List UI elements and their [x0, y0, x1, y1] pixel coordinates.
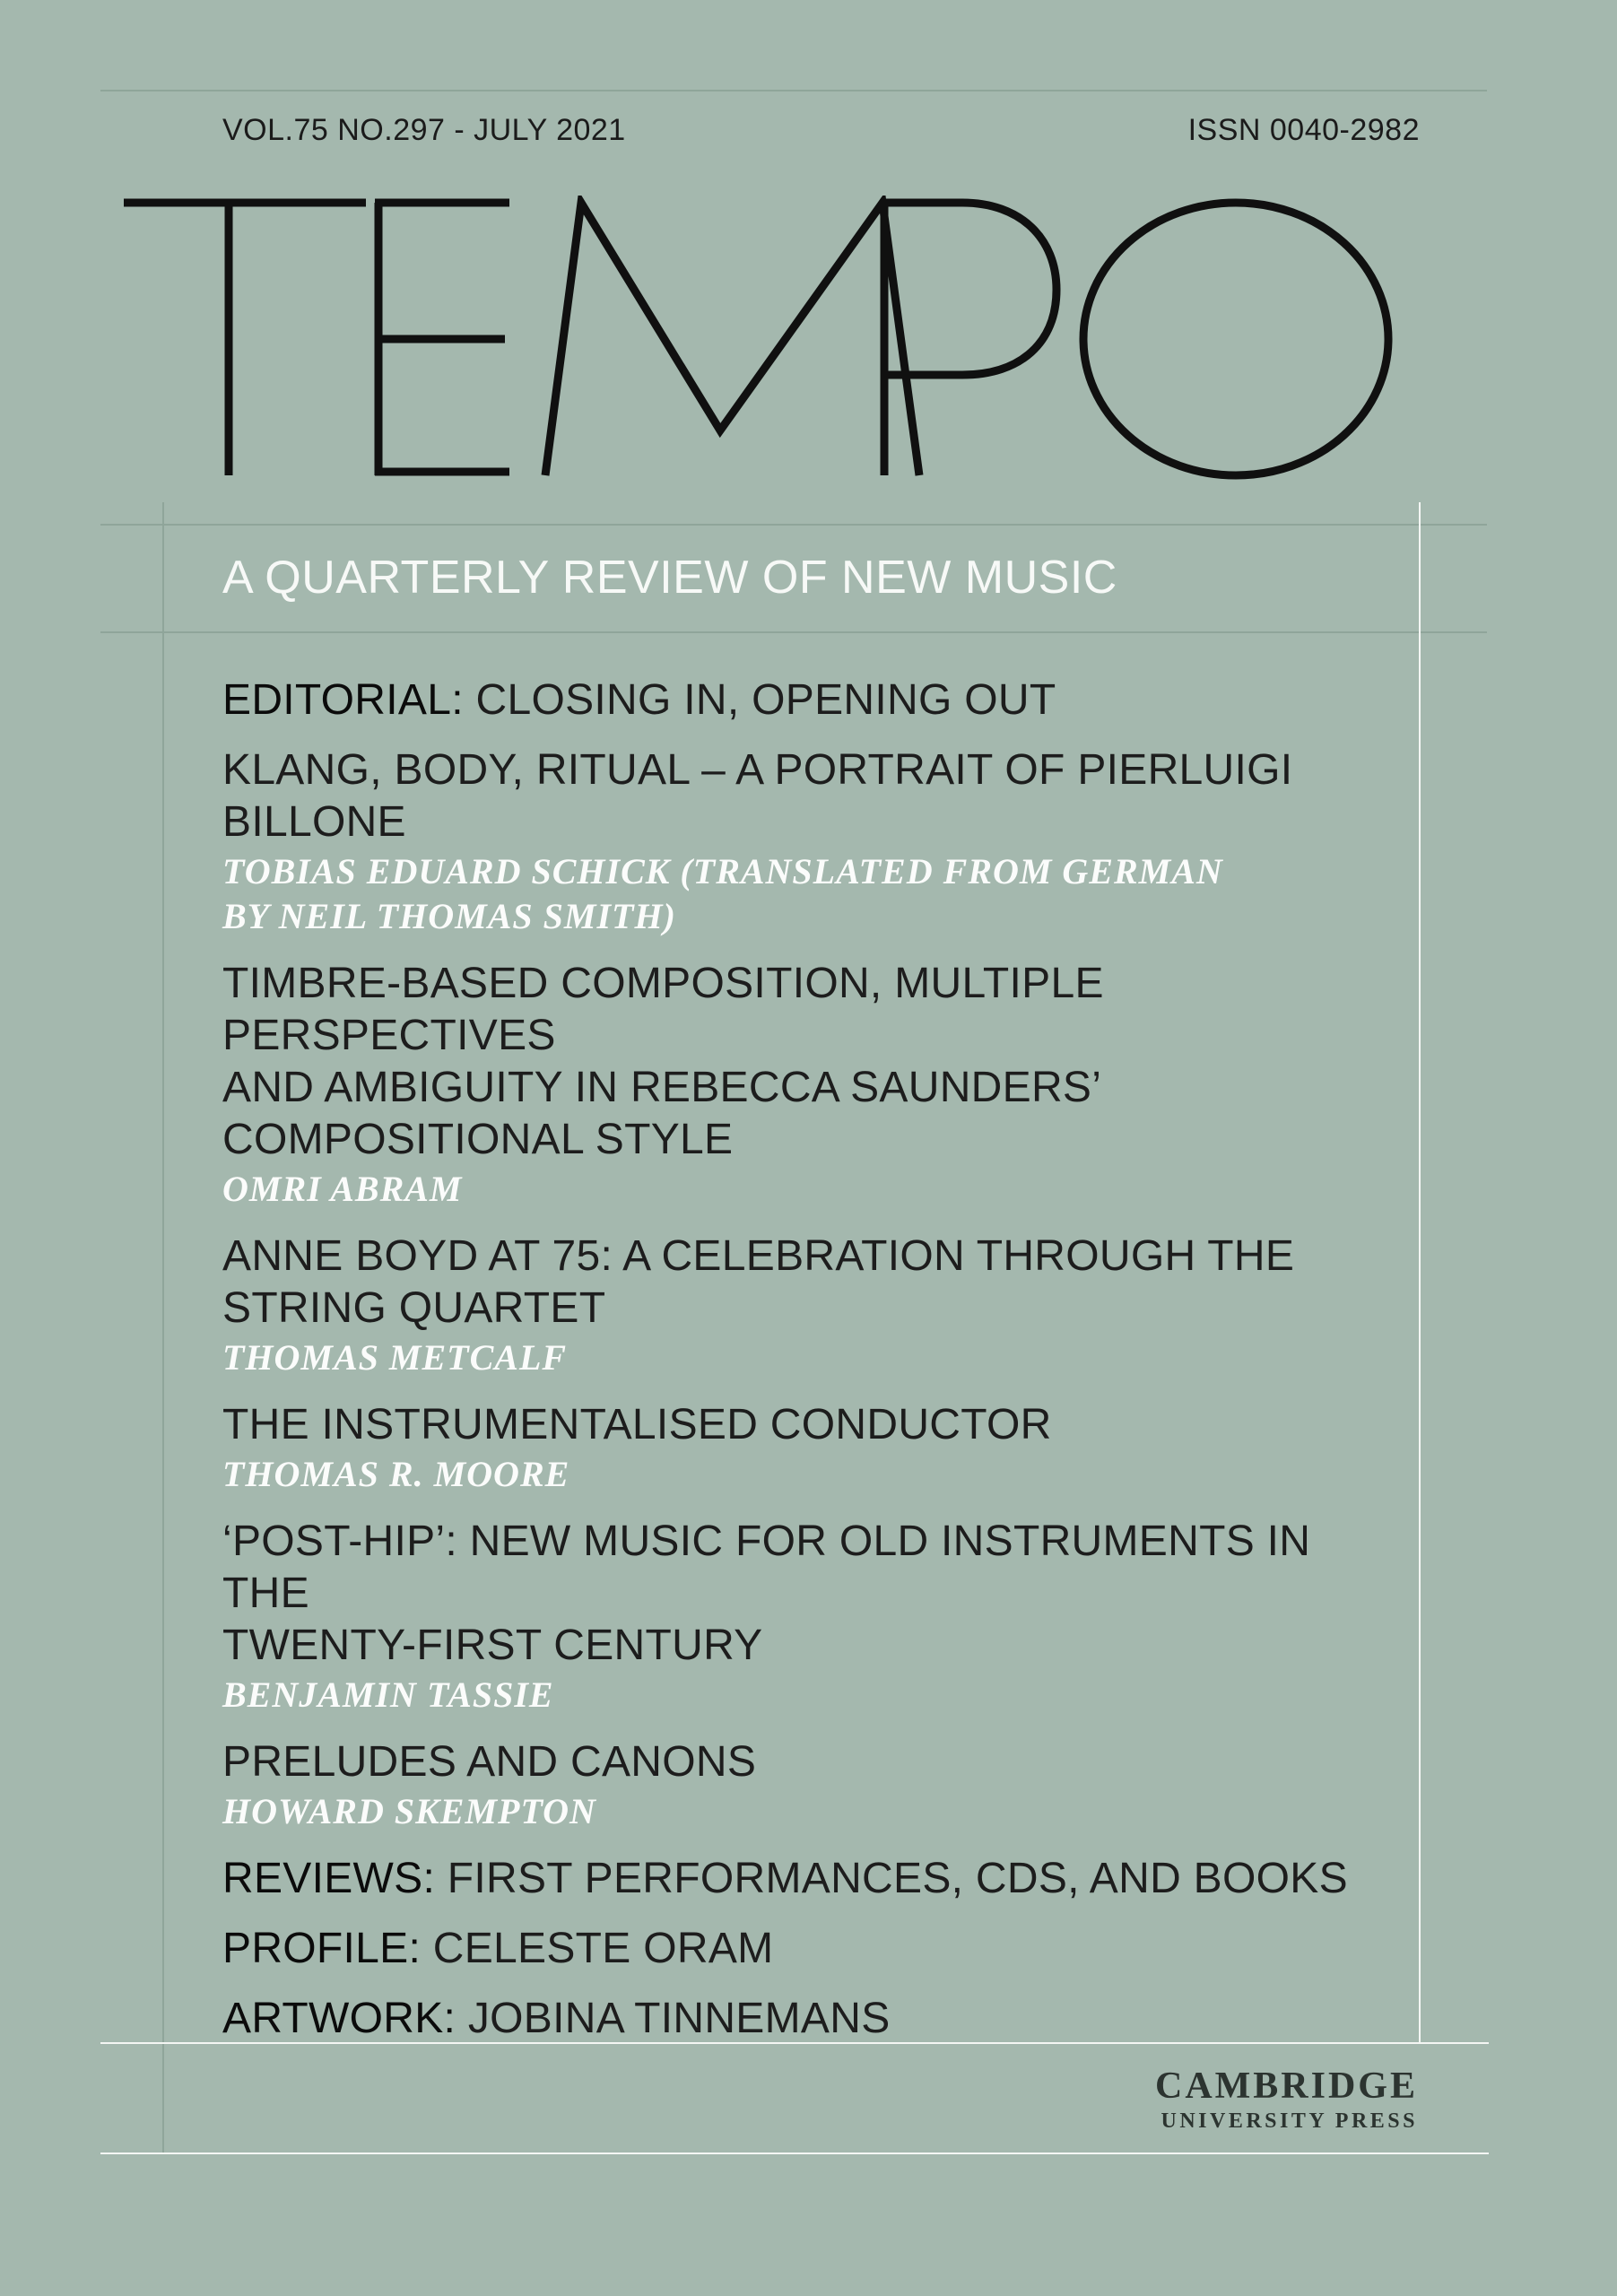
- contents-entry: [222, 958, 1388, 1213]
- title-text: AND AMBIGUITY IN REBECCA SAUNDERS’: [222, 1064, 1102, 1111]
- contents-entry-title: [222, 1283, 1388, 1335]
- contents-entry-author: HOWARD SKEMPTON: [222, 1791, 596, 1831]
- contents-entry-author: BY NEIL THOMAS SMITH): [222, 896, 676, 936]
- contents-entry: [222, 1399, 1388, 1498]
- contents-entry-author: OMRI ABRAM: [222, 1169, 463, 1209]
- contents-entry: [222, 674, 1388, 726]
- issue-line: VOL.75 NO.297 - JULY 2021: [222, 113, 626, 147]
- left-vertical-rule: [162, 502, 164, 2154]
- section-lead: EDITORIAL:: [222, 676, 464, 724]
- publisher-name-top: CAMBRIDGE: [1154, 2066, 1418, 2107]
- contents-entry-author: TOBIAS EDUARD SCHICK (TRANSLATED FROM GERMAN: [222, 851, 1223, 891]
- contents-entry-title: [222, 744, 1388, 848]
- publisher-bottom-rule: [100, 2152, 1489, 2154]
- title-text: THE INSTRUMENTALISED CONDUCTOR: [222, 1401, 1052, 1448]
- tagline-top-rule: [100, 524, 1487, 526]
- contents-entry-title: [222, 1993, 1388, 2045]
- title-text: PRELUDES AND CANONS: [222, 1738, 757, 1786]
- title-text: CLOSING IN, OPENING OUT: [463, 676, 1056, 724]
- contents-entry-title: [222, 1231, 1388, 1283]
- title-text: STRING QUARTET: [222, 1284, 606, 1332]
- journal-title: [124, 196, 1424, 483]
- top-rule: [100, 90, 1487, 91]
- contents-entry-title: [222, 1853, 1388, 1905]
- contents-entry: [222, 1853, 1388, 1905]
- title-text: FIRST PERFORMANCES, CDS, AND BOOKS: [435, 1855, 1348, 1902]
- table-of-contents: [222, 674, 1388, 2063]
- title-text: CELESTE ORAM: [421, 1925, 774, 1972]
- contents-entry-author: BENJAMIN TASSIE: [222, 1674, 554, 1715]
- title-text: ‘POST-HIP’: NEW MUSIC FOR OLD INSTRUMENTS IN THE: [222, 1518, 1311, 1617]
- title-text: ANNE BOYD AT 75: A CELEBRATION THROUGH THE: [222, 1232, 1295, 1280]
- title-text: KLANG, BODY, RITUAL – A PORTRAIT OF PIERLUIGI BILLONE: [222, 746, 1293, 846]
- title-text: JOBINA TINNEMANS: [456, 1995, 891, 2042]
- contents-entry-title: [222, 1923, 1388, 1975]
- contents-entry-title: [222, 958, 1388, 1062]
- section-lead: PROFILE:: [222, 1925, 422, 1972]
- contents-entry-title: [222, 674, 1388, 726]
- tagline-bottom-rule: [100, 631, 1487, 633]
- section-lead: REVIEWS:: [222, 1855, 436, 1902]
- issn: ISSN 0040-2982: [1187, 113, 1420, 147]
- publisher-logo: [1155, 2066, 1418, 2135]
- contents-entry-title: [222, 1736, 1388, 1788]
- contents-entry-title: [222, 1062, 1388, 1114]
- contents-entry-title: [222, 1516, 1388, 1620]
- contents-entry-author: THOMAS R. MOORE: [222, 1454, 570, 1494]
- section-lead: ARTWORK:: [222, 1995, 456, 2042]
- publisher-name-bottom: UNIVERSITY PRESS: [1161, 2109, 1418, 2133]
- contents-entry: [222, 1993, 1388, 2045]
- contents-entry: [222, 1923, 1388, 1975]
- contents-entry: [222, 744, 1388, 940]
- contents-entry-title: [222, 1114, 1388, 1166]
- title-text: TWENTY-FIRST CENTURY: [222, 1622, 763, 1669]
- contents-entry: [222, 1231, 1388, 1381]
- contents-entry-author: THOMAS METCALF: [222, 1337, 568, 1378]
- contents-entry-title: [222, 1620, 1388, 1672]
- title-text: COMPOSITIONAL STYLE: [222, 1116, 734, 1163]
- contents-entry: [222, 1736, 1388, 1835]
- contents-entry: [222, 1516, 1388, 1718]
- right-vertical-rule: [1419, 502, 1421, 2043]
- contents-entry-title: [222, 1399, 1388, 1451]
- title-text: TIMBRE-BASED COMPOSITION, MULTIPLE PERSPECTIVES: [222, 960, 1104, 1059]
- tagline: A QUARTERLY REVIEW OF NEW MUSIC: [222, 552, 1117, 604]
